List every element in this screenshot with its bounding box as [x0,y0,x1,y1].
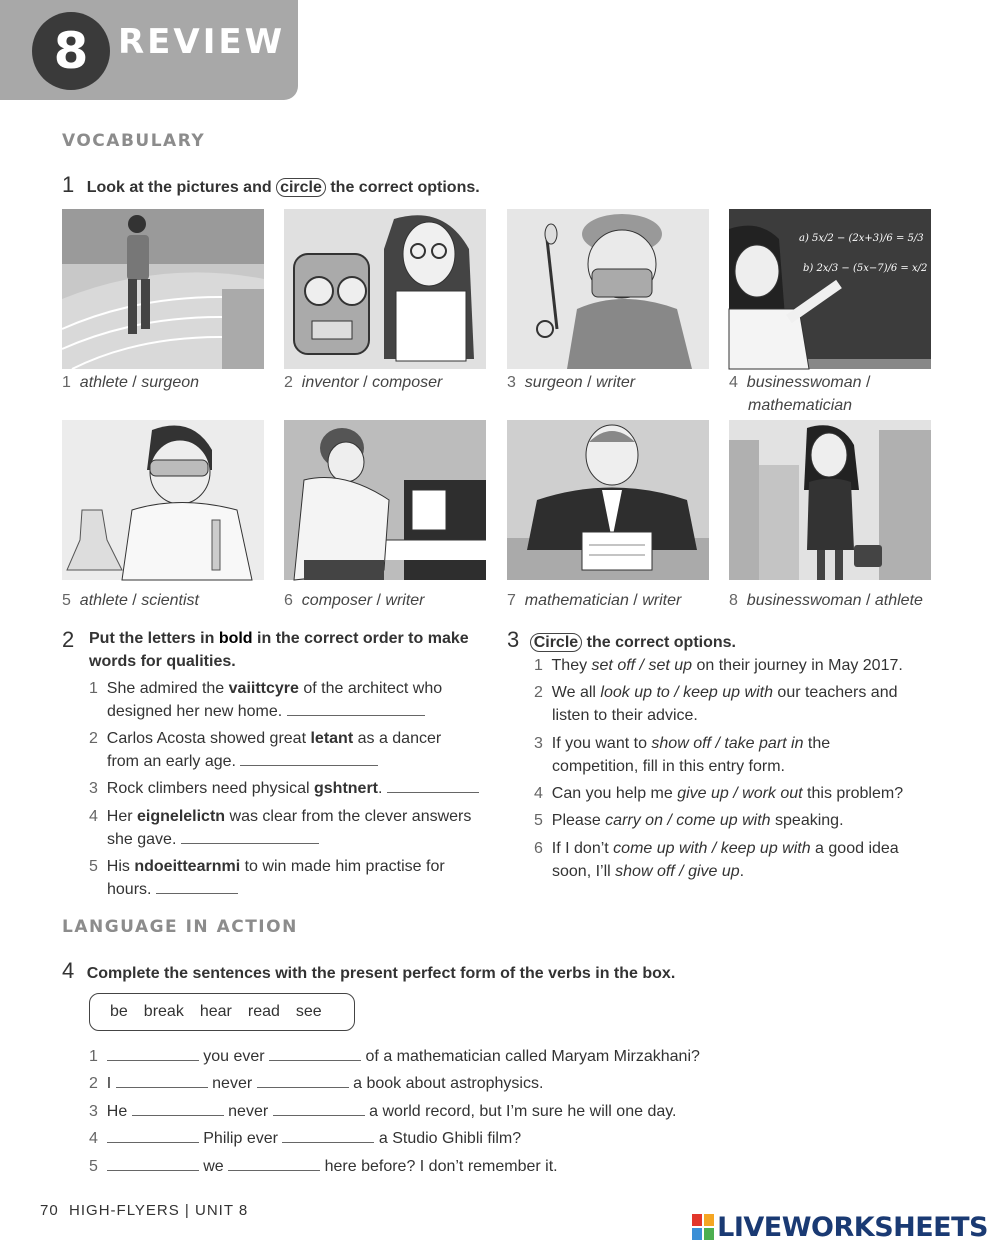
options[interactable]: show off / give up [615,863,740,880]
option-a[interactable]: athlete [79,374,128,391]
options[interactable]: set off / set up [591,657,693,674]
option-a[interactable]: surgeon [524,374,583,391]
ex2-item-3: 3 Rock climbers need physical gshtnert. [89,777,494,800]
option-a[interactable]: mathematician [524,592,629,609]
option-b[interactable]: writer [642,592,682,609]
option-a[interactable]: composer [301,592,373,609]
answer-blank[interactable] [273,1101,365,1116]
picture-surgeon [507,209,709,369]
page-title: REVIEW [118,22,286,62]
exercise-number: 3 [507,627,520,652]
answer-blank[interactable] [107,1046,199,1061]
ex3-item-2: 2 We all look up to / keep up with our teachers and listen to their advice. [534,684,898,724]
options[interactable]: come up with / keep up with [613,840,811,857]
option-a[interactable]: businesswoman [746,592,862,609]
ex2-item-4: 4 Her eignelelictn was clear from the clever answers she gave. [89,808,472,848]
options[interactable]: look up to / keep up with [600,684,773,701]
options[interactable]: carry on / come up with [605,812,771,829]
picture-scientist [62,420,264,580]
answer-blank[interactable] [107,1156,199,1171]
ex4-item-4: 4 Philip ever a Studio Ghibli film? [89,1130,522,1147]
word-box-item: read [247,1003,280,1020]
section-title-language: LANGUAGE IN ACTION [62,917,298,937]
word-box-item: break [143,1003,184,1020]
answer-blank[interactable] [282,1128,374,1143]
ex3-item-3: 3 If you want to show off / take part in the competition, fill in this entry form. [534,735,831,775]
answer-blank[interactable] [228,1156,320,1171]
picture-writer [507,420,709,580]
board-equation-b: b) 2x/3 − (5x−7)/6 = x/2 + 5/3 [803,263,959,274]
option-b[interactable]: scientist [141,592,199,609]
ex2-item-2: 2 Carlos Acosta showed great letant as a dancer from an early age. [89,730,442,770]
exercise-4-heading [62,958,675,985]
picture-businesswoman [729,420,931,580]
answer-blank[interactable] [387,778,479,793]
ex3-item-6: 6 If I don’t come up with / keep up with a good idea soon, I’ll show off / give up. [534,840,899,880]
picture-composer [284,420,486,580]
board-equation-a: a) 5x/2 − (2x+3)/6 = 5/3 [799,233,924,244]
answer-blank[interactable] [132,1101,224,1116]
caption-6: 6 composer / writer [284,592,425,609]
picture-mathematician [729,209,959,369]
picture-inventor [284,209,486,369]
answer-blank[interactable] [240,751,378,766]
exercise-instruction: Complete the sentences with the present perfect form of the verbs in the box. [86,965,676,982]
options[interactable]: show off / take part in [651,735,804,752]
word-box [89,993,355,1031]
section-title-vocabulary: VOCABULARY [62,131,206,151]
option-a[interactable]: inventor [301,374,359,391]
exercise-instruction: Look at the pictures and circle the correct options. [86,179,480,196]
ex2-item-5: 5 His ndoeittearnmi to win made him practise for hours. [89,858,445,898]
answer-blank[interactable] [287,701,425,716]
ex4-item-3: 3 He never a world record, but I’m sure he will one day. [89,1103,677,1120]
exercise-2-heading [62,627,492,673]
word-box-item: see [295,1003,322,1020]
word-box-item: hear [199,1003,232,1020]
option-b[interactable]: surgeon [141,374,200,391]
caption-3: 3 surgeon / writer [507,374,636,391]
exercise-3-heading [507,627,736,654]
ex4-item-2: 2 I never a book about astrophysics. [89,1075,544,1092]
option-b[interactable]: writer [595,374,636,391]
answer-blank[interactable] [116,1073,208,1088]
caption-1: 1 athlete / surgeon [62,374,200,391]
caption-4: 4 businesswoman / mathematician [729,374,871,414]
ex4-item-1: 1 you ever of a mathematician called Maryam Mirzakhani? [89,1048,700,1065]
caption-5: 5 athlete / scientist [62,592,199,609]
word-box-item: be [110,1003,128,1020]
option-a[interactable]: athlete [79,592,128,609]
ex2-item-1: 1 She admired the vaiittcyre of the architect who designed her new home. [89,680,443,720]
option-b[interactable]: composer [372,374,443,391]
book-title: HIGH-FLYERS | UNIT 8 [69,1202,249,1219]
option-b[interactable]: mathematician [748,397,853,414]
answer-blank[interactable] [156,879,238,894]
option-b[interactable]: athlete [874,592,923,609]
exercise-number: 4 [62,958,75,983]
picture-athlete [62,209,264,369]
ex3-item-4: 4 Can you help me give up / work out this problem? [534,785,904,802]
unit-number-badge: 8 [32,12,110,90]
ex3-item-5: 5 Please carry on / come up with speaking. [534,812,844,829]
exercise-instruction: Put the letters in bold in the correct order to make words for qualities. [89,630,469,670]
exercise-number: 2 [62,627,75,652]
answer-blank[interactable] [107,1128,199,1143]
answer-blank[interactable] [269,1046,361,1061]
page-footer [40,1202,248,1219]
exercise-instruction: Circle the correct options. [530,634,736,651]
page-number: 70 [40,1202,59,1219]
options[interactable]: give up / work out [677,785,803,802]
liveworksheets-watermark: LIVEWORKSHEETS [692,1212,988,1243]
liveworksheets-logo-icon [692,1214,714,1240]
caption-7: 7 mathematician / writer [507,592,682,609]
answer-blank[interactable] [257,1073,349,1088]
exercise-number: 1 [62,172,75,197]
caption-8: 8 businesswoman / athlete [729,592,923,609]
ex4-item-5: 5 we here before? I don’t remember it. [89,1158,558,1175]
exercise-1-heading [62,172,480,199]
option-a[interactable]: businesswoman [746,374,862,391]
option-b[interactable]: writer [385,592,425,609]
answer-blank[interactable] [181,829,319,844]
ex3-item-1: 1 They set off / set up on their journey in May 2017. [534,657,903,674]
caption-2: 2 inventor / composer [284,374,443,391]
